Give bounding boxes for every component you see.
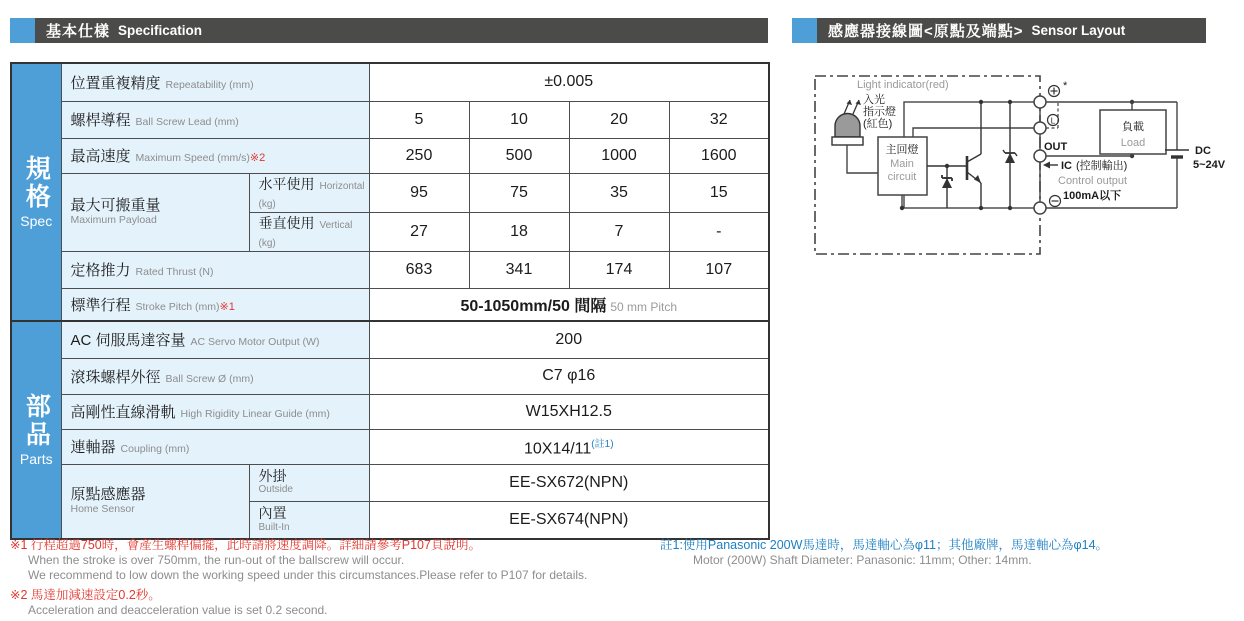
light-arrows-icon (844, 100, 861, 114)
out-label: OUT (1044, 141, 1068, 153)
light-indicator-en: Light indicator(red) (857, 79, 949, 91)
label-ball-screw-lead: 螺桿導程 Ball Screw Lead (mm) (61, 101, 369, 138)
table-row (11, 173, 769, 212)
load-en: Load (1120, 137, 1146, 149)
label-home-sensor: 原點感應器 Home Sensor (61, 464, 249, 539)
zener-diode-icon (1003, 102, 1017, 208)
note1-blue-en: Motor (200W) Shaft Diameter: Panasonic: 11mm; Other: 14mm. (693, 553, 1032, 567)
sidebar-parts-en: Parts (19, 451, 53, 467)
zener-diode-icon (942, 166, 952, 208)
value-vert-4: - (669, 212, 769, 251)
table-row (11, 288, 769, 321)
value-speed-2: 500 (469, 138, 569, 173)
header-accent-square-icon (10, 18, 35, 43)
sidebar-spec (11, 63, 61, 321)
footnote-ref-1: ※1 (219, 300, 235, 313)
value-lead-2: 10 (469, 101, 569, 138)
load-zh: 負載 (1122, 121, 1144, 133)
ic-zh-label: (控制輸出) (1076, 160, 1128, 172)
value-speed-3: 1000 (569, 138, 669, 173)
table-row (11, 429, 769, 464)
spec-table (10, 62, 770, 540)
footnote-1-zh: ※1 行程超過750時，會產生螺桿偏擺，此時請將速度調降。詳細請參考P107頁說明。 (10, 538, 481, 552)
label-payload-horizontal: 水平使用 Horizontal (kg) (249, 173, 369, 212)
table-row (11, 394, 769, 429)
value-servo-output: 200 (369, 321, 769, 358)
value-speed-4: 1600 (669, 138, 769, 173)
footnote-2-en: Acceleration and deacceleration value is set 0.2 second. (28, 603, 328, 617)
note1-blue-zh: 註1:使用Panasonic 200W馬達時，馬達軸心為φ11；其他廠牌，馬達軸心為φ14。 (660, 538, 1109, 552)
value-ball-screw-dia: C7 φ16 (369, 358, 769, 394)
table-row (11, 464, 769, 501)
value-lead-1: 5 (369, 101, 469, 138)
label-max-speed: 最高速度 Maximum Speed (mm/s)※2 (61, 138, 369, 173)
table-row (11, 101, 769, 138)
footnote-2-zh: ※2 馬達加減速設定0.2秒。 (10, 588, 161, 602)
label-sensor-builtin: 內置 Built-In (249, 501, 369, 539)
value-horiz-2: 75 (469, 173, 569, 212)
table-row (11, 63, 769, 101)
sidebar-spec-en: Spec (20, 213, 53, 229)
value-linear-guide: W15XH12.5 (369, 394, 769, 429)
value-sensor-builtin: EE-SX674(NPN) (369, 501, 769, 539)
battery-icon (1165, 150, 1189, 157)
main-circuit-en2: circuit (887, 171, 917, 183)
label-ball-screw-dia: 滾珠螺桿外徑 Ball Screw Ø (mm) (61, 358, 369, 394)
value-lead-3: 20 (569, 101, 669, 138)
label-payload-vertical: 垂直使用 Vertical (kg) (249, 212, 369, 251)
current-limit-label: 100mA以下 (1063, 190, 1122, 202)
sidebar-spec-zh: 規格 (22, 155, 51, 211)
value-thrust-3: 174 (569, 251, 669, 288)
spec-table-wrap (10, 62, 770, 540)
value-sensor-outside: EE-SX672(NPN) (369, 464, 769, 501)
main-circuit-zh: 主回燈 (885, 144, 919, 156)
minus-symbol-icon (1050, 196, 1061, 207)
led-icon (832, 100, 863, 145)
label-repeatability: 位置重複精度 Repeatability (mm) (61, 63, 369, 101)
value-lead-4: 32 (669, 101, 769, 138)
sidebar-parts (11, 321, 61, 539)
note-ref-blue: (註1) (591, 438, 614, 450)
sidebar-parts-zh: 部品 (22, 393, 51, 449)
value-coupling: $10X14/11^{(註1)}$ (369, 429, 769, 464)
footnotes-right (660, 537, 1108, 568)
table-row (11, 321, 769, 358)
label-servo-output: AC 伺服馬達容量 AC Servo Motor Output (W) (61, 321, 369, 358)
spec-header-en: Specification (118, 23, 203, 38)
sensor-header-en: Sensor Layout (1031, 23, 1126, 38)
led-wire (847, 145, 878, 173)
light-indicator-zh2: 指示燈 (863, 106, 896, 118)
value-horiz-1: 95 (369, 173, 469, 212)
label-coupling: 連軸器 Coupling (mm) (61, 429, 369, 464)
value-horiz-3: 35 (569, 173, 669, 212)
label-rated-thrust: 定格推力 Rated Thrust (N) (61, 251, 369, 288)
footnote-1-en1: When the stroke is over 750mm, the run-out of the ballscrew will occur. (28, 553, 405, 567)
table-row (11, 138, 769, 173)
value-thrust-1: 683 (369, 251, 469, 288)
dc-label: DC (1195, 145, 1211, 157)
value-stroke-pitch: 50-1050mm/50 間隔 50 mm Pitch (369, 288, 769, 321)
dc-voltage: 5~24V (1193, 159, 1226, 171)
header-accent-square-icon (792, 18, 817, 43)
sensor-section-header (792, 18, 1206, 43)
value-thrust-2: 341 (469, 251, 569, 288)
light-indicator-zh1: 入光 (863, 94, 885, 106)
spec-section-header (10, 18, 768, 43)
plus-symbol-icon (1049, 86, 1060, 97)
asterisk-label: * (1063, 80, 1068, 92)
terminal-l (1034, 122, 1046, 134)
label-linear-guide: 高剛性直線滑軌 High Rigidity Linear Guide (mm) (61, 394, 369, 429)
value-vert-3: 7 (569, 212, 669, 251)
light-indicator-zh3: (紅色) (863, 118, 893, 130)
sensor-wiring-diagram (795, 62, 1244, 270)
terminal-minus (1034, 202, 1046, 214)
value-speed-1: 250 (369, 138, 469, 173)
value-repeatability: ±0.005 (369, 63, 769, 101)
label-sensor-outside: 外掛 Outside (249, 464, 369, 501)
ic-label: IC (1061, 160, 1072, 172)
value-horiz-4: 15 (669, 173, 769, 212)
ic-arrow-icon (1043, 162, 1058, 169)
value-vert-1: 27 (369, 212, 469, 251)
label-payload: 最大可搬重量 Maximum Payload (61, 173, 249, 251)
value-thrust-4: 107 (669, 251, 769, 288)
l-symbol-icon (1048, 115, 1059, 126)
footnote-1-en2: We recommend to low down the working speed under this circumstances.Please refer to P107 for details. (28, 567, 588, 582)
table-row (11, 358, 769, 394)
main-circuit-en1: Main (890, 158, 914, 170)
table-row (11, 251, 769, 288)
value-vert-2: 18 (469, 212, 569, 251)
svg-text:L: L (1050, 115, 1056, 126)
footnotes-left (10, 537, 587, 618)
transistor-icon (927, 102, 981, 208)
spec-header-zh: 基本仕樣 (46, 23, 111, 40)
terminal-plus (1034, 96, 1046, 108)
label-stroke-pitch: 標準行程 Stroke Pitch (mm)※1 (61, 288, 369, 321)
control-output-en: Control output (1058, 175, 1128, 187)
footnote-ref-2: ※2 (249, 152, 266, 164)
sensor-header-zh: 感應器接線圖<原點及端點> (828, 23, 1024, 40)
